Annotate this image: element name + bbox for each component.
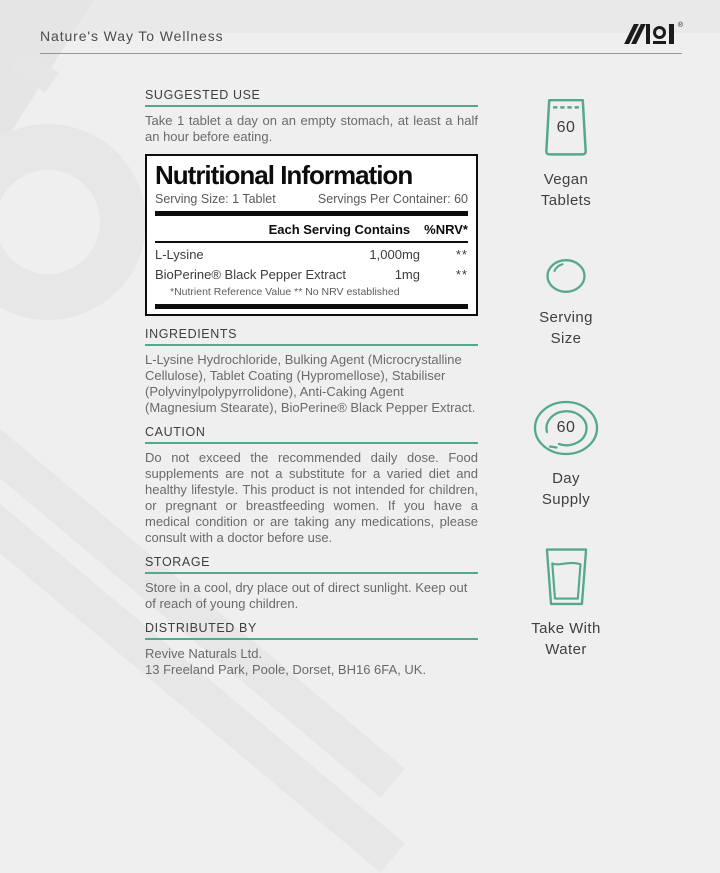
table-header-row (155, 216, 468, 243)
nutrition-panel (145, 154, 478, 316)
watermark-ring (0, 124, 146, 320)
logo-zero-ring (653, 26, 666, 39)
circle-progress-icon (533, 400, 599, 456)
section-body (145, 646, 478, 678)
brand-tagline: Nature's Way To Wellness (40, 28, 224, 44)
section-body: Take 1 tablet a day on an empty stomach, at least a half an hour before eating. (145, 113, 478, 144)
section-body: Do not exceed the recommended daily dose. Food supplements are not a substitute for a varied diet and healthy lifestyle. This product is not intended for children, or pregnant or breastfeeding women. If you have a medical condition or are taking any medications, please consult with a doctor before use. (145, 450, 478, 546)
badge-day-supply (510, 400, 622, 510)
section-caution (145, 425, 478, 546)
nutrient-amount: 1mg (394, 267, 420, 283)
thick-divider (155, 304, 468, 309)
nutrient-amount: 1,000mg (369, 247, 420, 263)
badge-vegan-tablets (510, 98, 622, 211)
section-body: L-Lysine Hydrochloride, Bulking Agent (Microcrystalline Cellulose), Tablet Coating (Hypromellose), Stabiliser (Polyvinylpolypyrrolidone), Anti-Caking Agent (Magnesium Stearate), BioPerine® Black Pepper Extract. (145, 352, 476, 416)
section-distributed-by (145, 621, 478, 678)
badge-value: 60 (556, 419, 576, 436)
nutrient-name: L-Lysine (155, 247, 204, 263)
contains-label: Each Serving Contains (268, 222, 411, 238)
nutrient-name: BioPerine® Black Pepper Extract (155, 267, 346, 283)
feature-badges (510, 0, 622, 720)
glass-of-water-icon (543, 548, 590, 606)
nutrition-footnote: *Nutrient Reference Value ** No NRV established (170, 286, 400, 299)
section-body: Store in a cool, dry place out of direct sunlight. Keep out of reach of young children. (145, 580, 468, 612)
distributor-address: 13 Freeland Park, Poole, Dorset, BH16 6FA, UK. (145, 662, 427, 678)
logo-digit-zero (653, 26, 666, 44)
logo-digit-one (669, 24, 674, 44)
badge-take-with-water (510, 548, 622, 660)
section-storage (145, 555, 478, 612)
section-heading: SUGGESTED USE (145, 88, 478, 107)
nutrient-row (155, 263, 468, 283)
servings-per-container: Servings Per Container: 60 (317, 192, 468, 207)
nutrient-row (155, 243, 468, 263)
nutrient-nrv: ** (455, 267, 468, 283)
pouch-icon (543, 98, 589, 157)
nutrient-nrv: ** (455, 247, 468, 263)
badge-label: Day Supply (541, 470, 591, 508)
section-heading: CAUTION (145, 425, 478, 444)
nutrition-title: Nutritional Information (155, 160, 413, 190)
badge-label: Vegan Tablets (540, 171, 592, 209)
badge-label: Take With Water (531, 620, 601, 658)
section-suggested-use (145, 88, 478, 145)
tablet-icon (545, 258, 587, 295)
distributor-name: Revive Naturals Ltd. (145, 646, 263, 662)
badge-value: 60 (556, 118, 576, 136)
logo-digit-one (646, 24, 651, 44)
section-heading: INGREDIENTS (145, 327, 478, 346)
label-content (145, 88, 478, 687)
nrv-label: %NRV* (424, 222, 468, 238)
serving-size: Serving Size: 1 Tablet (155, 192, 276, 207)
badge-label: Serving Size (539, 309, 593, 347)
section-heading: DISTRIBUTED BY (145, 621, 478, 640)
section-heading: STORAGE (145, 555, 478, 574)
serving-info-row (155, 192, 468, 206)
badge-serving-size (510, 250, 622, 349)
registered-trademark: ® (677, 22, 683, 29)
logo-zero-underline (653, 41, 666, 44)
section-ingredients (145, 327, 478, 416)
brand-logo (629, 24, 682, 44)
